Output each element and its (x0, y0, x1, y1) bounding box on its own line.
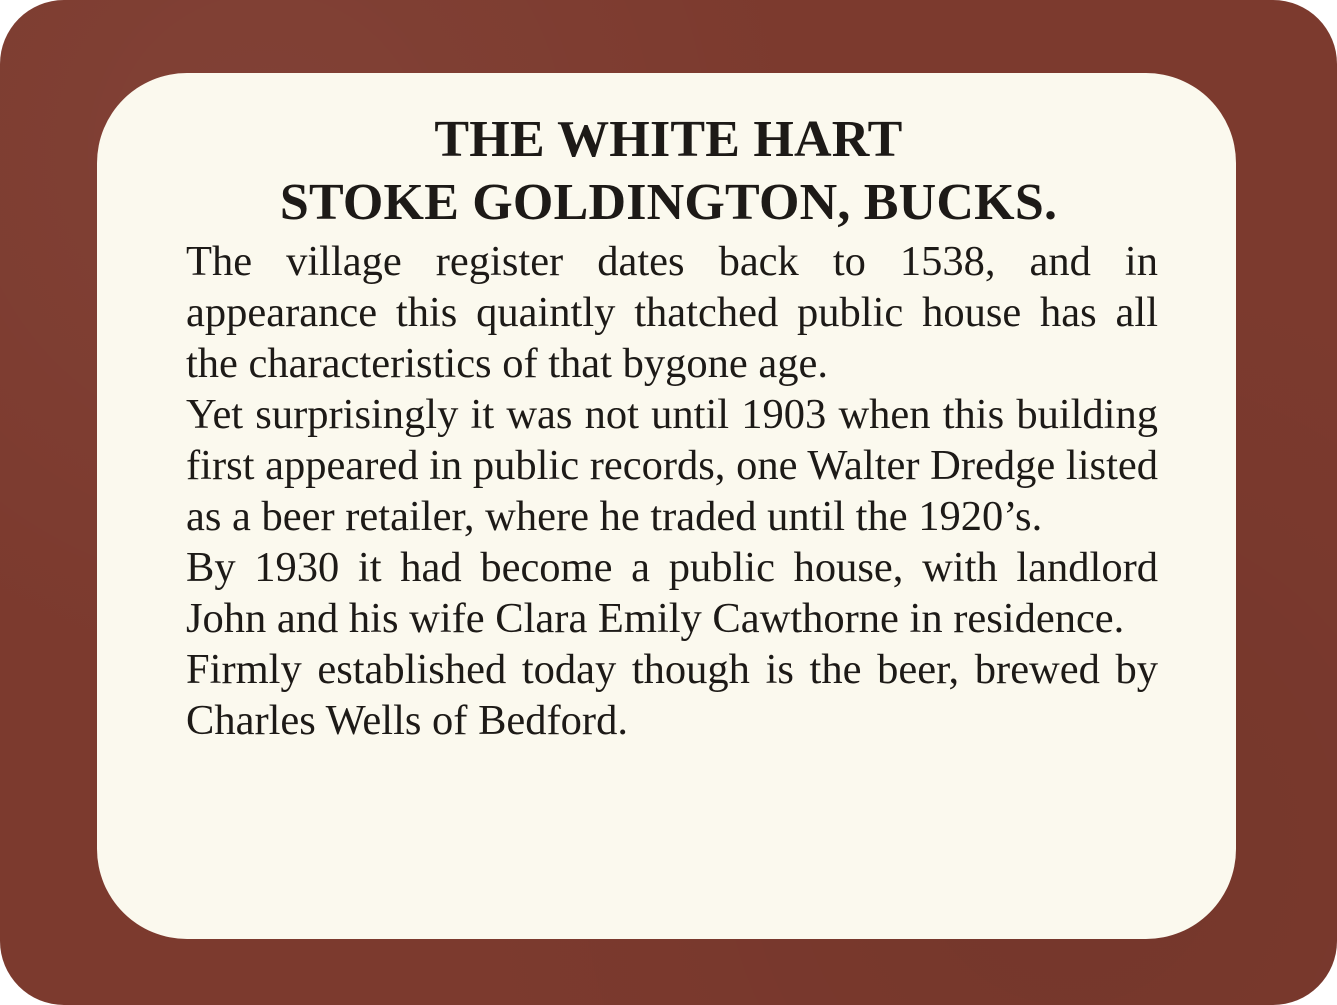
pub-location-title: STOKE GOLDINGTON, BUCKS. (279, 174, 1058, 231)
history-text (186, 236, 1158, 746)
pub-name-title: THE WHITE HART (434, 111, 903, 168)
paragraph-records: Yet surprisingly it was not until 1903 when this building first appeared in public records, one Walter Dredge listed as a beer retailer, where he traded until the 1920’s. (186, 391, 1158, 540)
paragraph-register: The village register dates back to 1538, and in appearance this quaintly thatched public house has all the characteristics of that bygone age. (186, 238, 1158, 387)
paragraph-beer: Firmly established today though is the beer, brewed by Charles Wells of Bedford. (186, 646, 1158, 744)
paragraph-landlord: By 1930 it had become a public house, with landlord John and his wife Clara Emily Cawthorne in residence. (186, 544, 1158, 642)
